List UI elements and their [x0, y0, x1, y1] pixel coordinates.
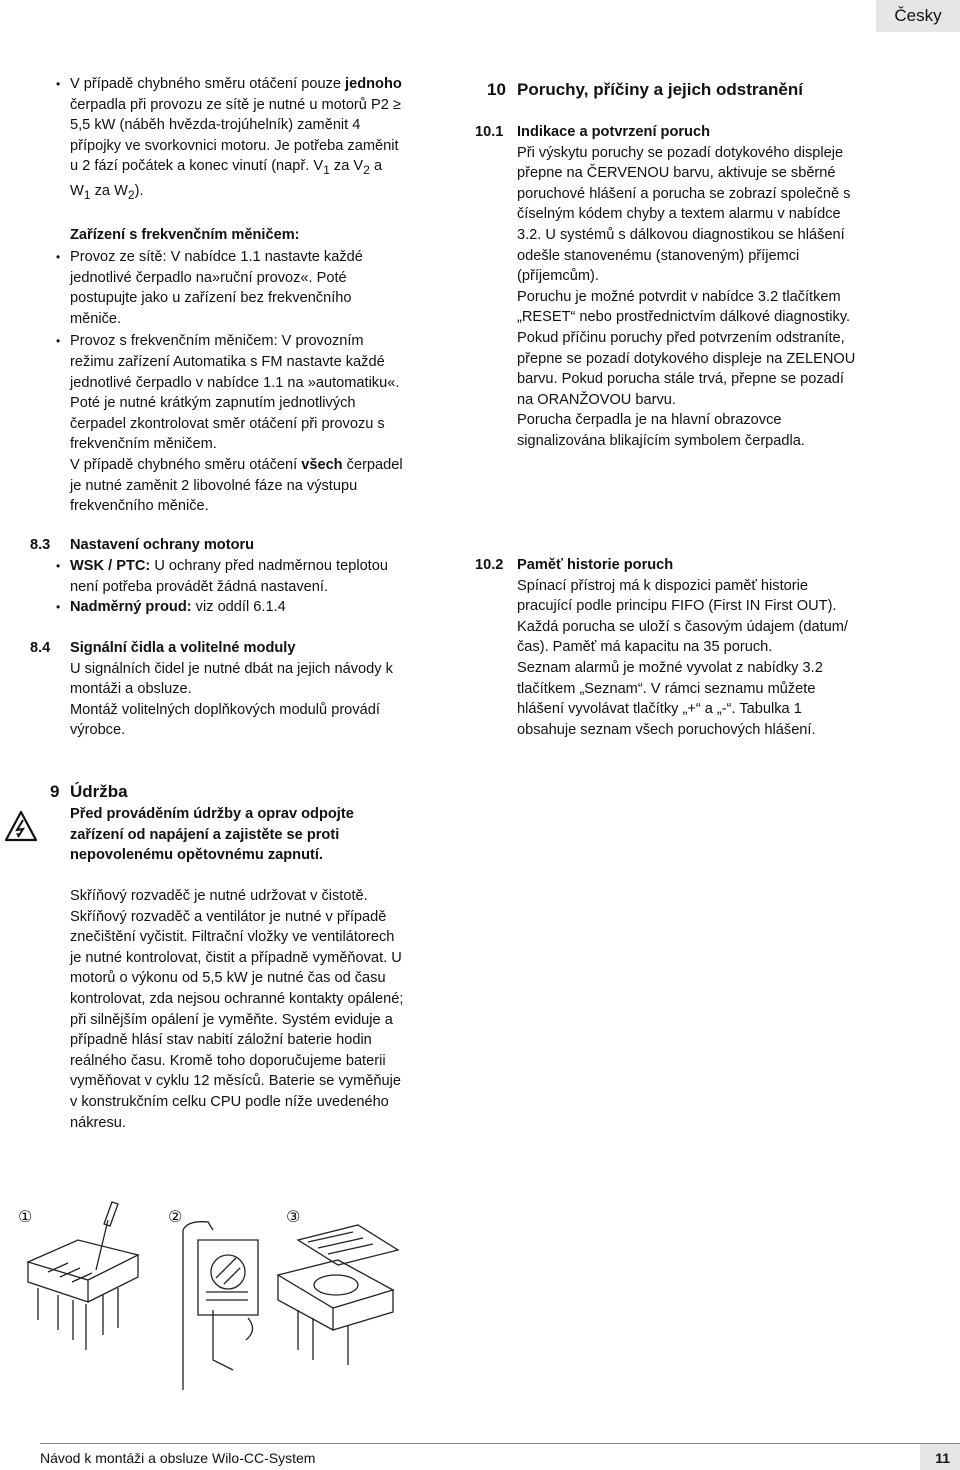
s83-i2-bold: Nadměrný proud: — [70, 599, 192, 616]
section-8-4 — [70, 638, 406, 741]
s84-p2: Montáž volitelných doplňkových modulů provádí výrobce. — [70, 701, 380, 739]
t3: za W — [90, 182, 128, 199]
s10-num: 10 — [487, 80, 506, 99]
sub-v2: 2 — [363, 163, 370, 178]
battery-steps-illustration — [8, 1200, 448, 1420]
s83-num: 8.3 — [30, 537, 51, 553]
s9-num: 9 — [50, 782, 60, 801]
bullet1-prefix: V případě chybného směru otáčení pouze — [70, 76, 346, 92]
s83-i1-rest: U ochrany před nadměrnou teplotou není potřeba provádět žádná nastavení. — [70, 558, 388, 595]
s102-p1: Spínací přístroj má k dispozici paměť historie pracující podle principu FIFO (First IN First OUT). Každá porucha se uloží s časovým údajem (datum/čas). Paměť má kapacitu na 35 poruch. — [517, 577, 848, 656]
section-10-title — [517, 80, 937, 100]
s101-p2: Poruchu je možné potvrdit v nabídce 3.2 tlačítkem „RESET“ nebo prostřednictvím dálkové diagnostiky. — [517, 288, 851, 326]
s9-title: Údržba — [70, 782, 128, 801]
fm-list — [56, 247, 406, 517]
footer-divider — [40, 1443, 960, 1444]
electrical-warning-icon — [4, 810, 38, 842]
section-8-3-number — [30, 535, 50, 556]
fm-tail — [56, 455, 406, 517]
step-3-label: ③ — [286, 1207, 301, 1226]
fm-item-mains: • Provoz ze sítě: V nabídce 1.1 nastavte každé jednotlivé čerpadlo na»ruční provoz«. Poté postupujte jako u zařízení bez frekvenčního měniče. — [56, 247, 406, 329]
section-10-1 — [517, 122, 857, 452]
s102-p2: Seznam alarmů je možné vyvolat z nabídky 3.2 tlačítkem „Seznam“. V rámci seznamu můžete hlášení vyvolávat tlačítky „+“ a „-“. Tabulka 1 obsahuje seznam všech poruchových hlášení. — [517, 659, 823, 738]
s101-p3: Pokud příčinu poruchy před potvrzením odstraníte, přepne se pozadí dotykového displeje na ZELENOU barvu. Pokud porucha stále trvá, přepne se pozadí na ORANŽOVOU barvu. — [517, 329, 856, 408]
fm-tail-bold: všech — [301, 456, 343, 473]
s10-title: Poruchy, příčiny a jejich odstranění — [517, 80, 803, 99]
fm-title — [70, 225, 406, 246]
s84-num: 8.4 — [30, 640, 51, 656]
section-8-4-number — [30, 638, 50, 659]
section-9-number — [50, 782, 59, 802]
bullet-direction-all — [56, 74, 406, 205]
s83-i1-bold: WSK / PTC: — [70, 558, 151, 574]
section-9-title — [70, 782, 128, 802]
s84-p1: U signálních čidel je nutné dbát na jejich návody k montáži a obsluze. — [70, 660, 393, 698]
sub-v1: 1 — [323, 163, 330, 178]
s83-item-current — [56, 597, 406, 618]
s83-title: Nastavení ochrany motoru — [70, 537, 255, 553]
s101-p4: Porucha čerpadla je na hlavní obrazovce signalizována blikajícím symbolem čerpadla. — [517, 412, 805, 449]
left-column — [56, 74, 406, 205]
s84-title: Signální čidla a volitelné moduly — [70, 640, 296, 656]
s101-title: Indikace a potvrzení poruch — [517, 124, 711, 140]
section-10-2-number — [475, 555, 503, 576]
s83-item-wsk — [56, 556, 406, 597]
section-10-1-number — [475, 122, 503, 143]
s9-paragraph: Skříňový rozvaděč je nutné udržovat v čistotě. Skříňový rozvaděč a ventilátor je nutné v případě znečištění vyčistit. Filtrační vložky ve ventilátorech je nutné kontrolovat, čistit a případně vyměňovat. U motorů o výkonu od 5,5 kW je nutné čas od času kontrolovat, zda nejsou ochranné kontakty opálené; při silnějším opálení je vyměňte. Systém eviduje a případně hlásí stav nabití záložní baterie hodin reálného času. Kromě toho doporučujeme baterii vyměňovat v cyklu 12 měsíců. Baterie se vyměňuje v konstrukčním celku CPU podle níže uvedeného nákresu. — [70, 888, 404, 1131]
step-2-label: ② — [168, 1207, 183, 1226]
s9-warning: Před prováděním údržby a oprav odpojte zařízení od napájení a zajistěte se proti nepovolenému opětovnému zapnutí. — [70, 806, 354, 864]
s101-num: 10.1 — [475, 124, 504, 140]
fm-tail-prefix: V případě chybného směru otáčení — [70, 456, 302, 473]
fm-item-fc: • Provoz s frekvenčním měničem: V provozním režimu zařízení Automatika s FM nastavte každé jednotlivé čerpadlo v nabídce 1.1 na »automatiku«. Poté je nutné krátkým zapnutím jednotlivých čerpadel zkontrolovat směr otáčení při provozu s frekvenčním měničem. — [56, 331, 406, 455]
step-1-label: ① — [18, 1207, 33, 1226]
t2: a W — [70, 158, 383, 199]
footer-title: Návod k montáži a obsluze Wilo-CC-System — [40, 1450, 316, 1466]
section-10-heading — [487, 80, 506, 100]
t1: za V — [329, 158, 364, 175]
maintenance-text — [70, 886, 406, 1133]
language-tab: Česky — [876, 0, 960, 32]
fm-tail-rest: čerpadel je nutné zaměnit 2 libovolné fáze na výstupu frekvenčního měniče. — [70, 456, 403, 515]
fm-title-text: Zařízení s frekvenčním měničem: — [70, 227, 300, 243]
s83-i2-rest: viz oddíl 6.1.4 — [191, 599, 286, 616]
page-number: 11 — [935, 1450, 950, 1466]
section-10-2 — [517, 555, 857, 740]
sub-w2: 2 — [127, 187, 135, 202]
s83-list — [56, 556, 406, 618]
s102-title: Paměť historie poruch — [517, 557, 674, 573]
section-8-3 — [70, 535, 406, 556]
s101-p1: Při výskytu poruchy se pozadí dotykového displeje přepne na ČERVENOU barvu, aktivuje se sběrné poruchové hlášení a porucha se zobrazí společně s číselným kódem chyby a textem alarmu v nabídce 3.2. U systémů s dálkovou diagnostikou se hlášení odešle stanovenému (stanoveným) příjemci (příjemcům). — [517, 144, 851, 285]
t4: ). — [134, 182, 144, 199]
sub-w1: 1 — [83, 187, 91, 202]
battery-replacement-figure — [8, 1200, 448, 1420]
maintenance-warning — [70, 804, 406, 866]
bullet1-bold: jednoho — [345, 76, 402, 92]
s102-num: 10.2 — [475, 557, 504, 573]
bullet1-rest: čerpadla při provozu ze sítě je nutné u motorů P2 ≥ 5,5 kW (náběh hvězda-trojúhelník) zaměnit 4 přípojky ve svorkovnici motoru. Je potřeba zaměnit u 2 fází počátek a konec vinutí (např. V — [70, 96, 401, 175]
